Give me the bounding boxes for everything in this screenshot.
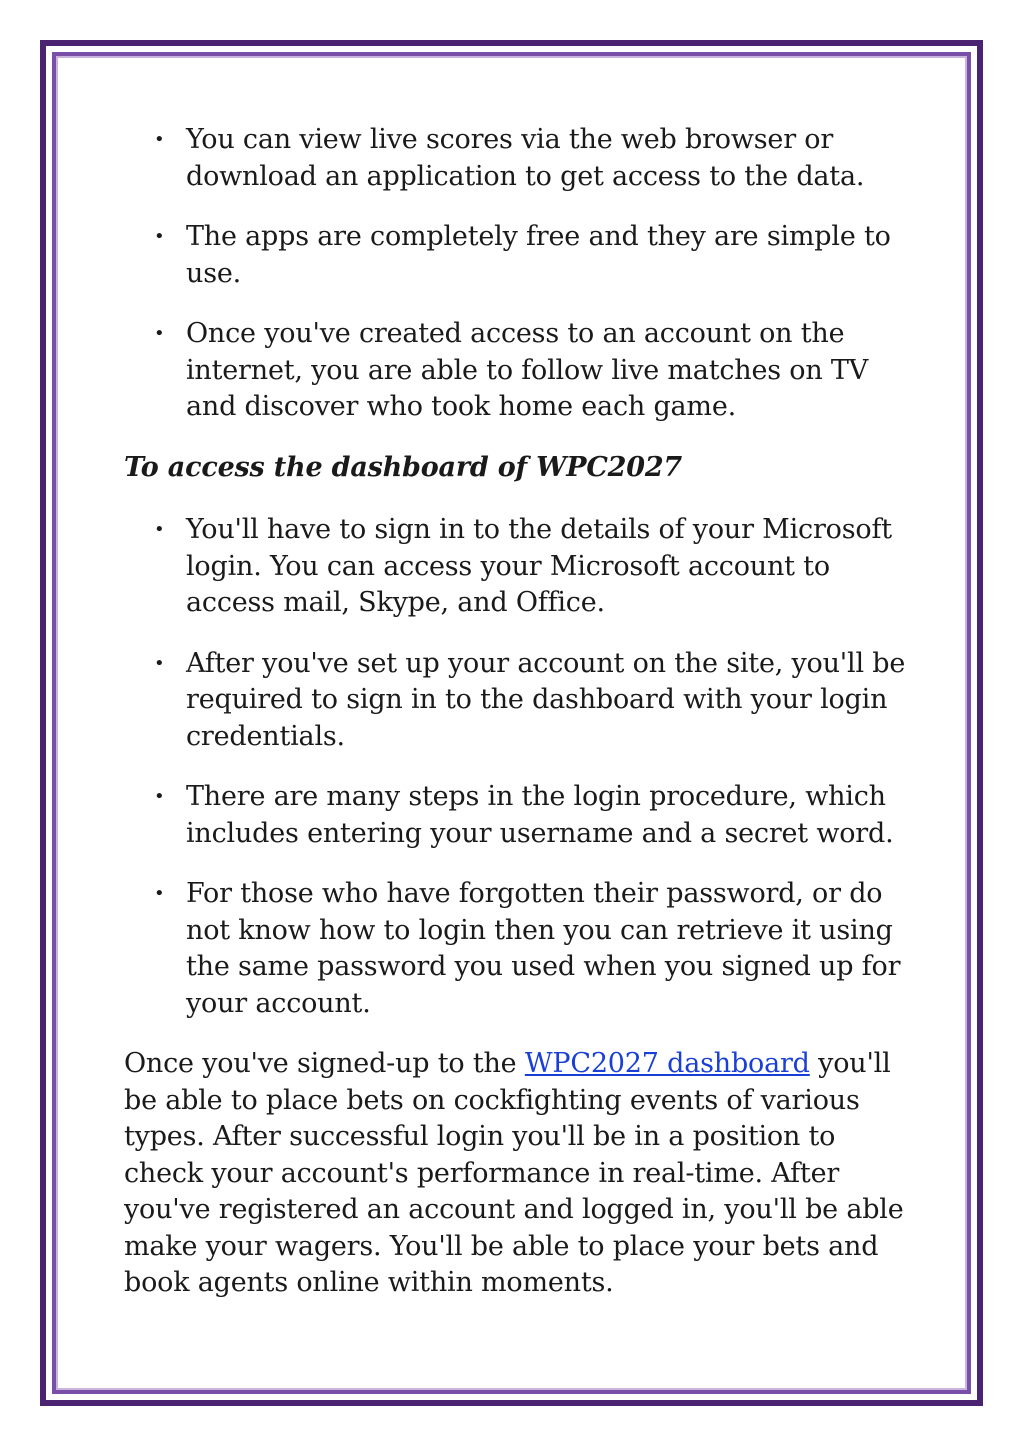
document-body (124, 122, 914, 1302)
list-item (124, 876, 914, 1022)
bullet-icon: • (154, 129, 165, 150)
list-item-text: The apps are completely free and they are simple to use. (186, 221, 891, 289)
list-item-text: You can view live scores via the web browser or download an application to get access to the data. (186, 124, 865, 192)
bullet-icon: • (154, 786, 165, 807)
list-item (124, 512, 914, 622)
list-item (124, 779, 914, 852)
bullet-icon: • (154, 519, 165, 540)
paragraph-text-after-link: you'll be able to place bets on cockfighting events of various types. After successful login you'll be in a position to check your account's performance in real-time. After you've registered an account and logged in, you'll be able make your wagers. You'll be able to place your bets and book agents online within moments. (124, 1048, 904, 1298)
section-heading: To access the dashboard of WPC2027 (124, 451, 683, 483)
list-item-text: You'll have to sign in to the details of your Microsoft login. You can access your Microsoft account to access mail, Skype, and Office. (186, 514, 892, 618)
bullet-icon: • (154, 883, 165, 904)
list-item (124, 316, 914, 426)
list-item-text: Once you've created access to an account on the internet, you are able to follow live matches on TV and discover who took home each game. (186, 318, 869, 422)
list-item (124, 219, 914, 292)
bullet-icon: • (154, 652, 165, 674)
list-item (124, 122, 914, 195)
bullet-icon: • (154, 226, 165, 247)
bullet-list-dashboard-access (124, 512, 914, 1022)
list-item-text: For those who have forgotten their password, or do not know how to login then you can retrieve it using the same password you used when you signed up for your account. (186, 878, 901, 1019)
wpc2027-dashboard-link[interactable]: WPC2027 dashboard (524, 1048, 810, 1079)
list-item-text: There are many steps in the login procedure, which includes entering your username and a secret word. (186, 781, 894, 849)
bullet-icon: • (154, 323, 165, 344)
list-item (124, 646, 914, 756)
bullet-list-features (124, 122, 914, 426)
closing-paragraph (124, 1046, 914, 1302)
paragraph-text-before-link: Once you've signed-up to the (124, 1048, 525, 1079)
list-item-text: After you've set up your account on the site, you'll be required to sign in to the dashboard with your login credentials. (186, 647, 906, 752)
